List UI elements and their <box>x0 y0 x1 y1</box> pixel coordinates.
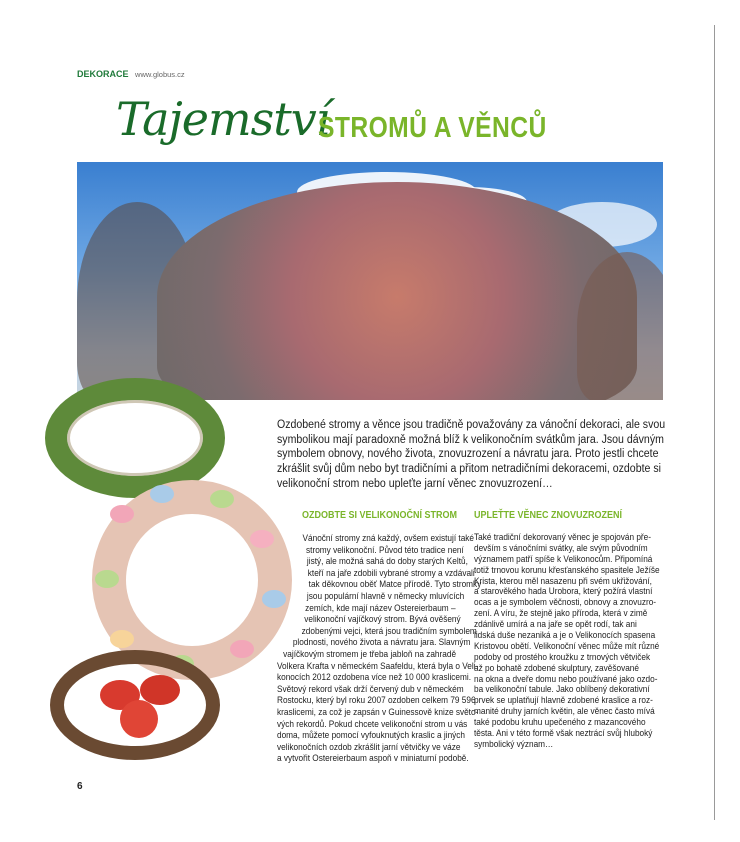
text-line: velikonočních ozdob zkrášlit jarní větvičky ve váze <box>277 740 461 752</box>
section-header <box>77 69 185 79</box>
column-heading-tree: OZDOBTE SI VELIKONOČNÍ STROM <box>302 510 458 521</box>
text-line: podoby od prostého kroužku z trnových větviček <box>474 650 651 662</box>
easter-egg-decoration <box>110 505 134 523</box>
column-tree-text <box>277 532 481 764</box>
text-line: kraslicemi, za což je zapsán v Guinessově knize světo- <box>277 705 479 717</box>
text-line: plodnosti, nového života a návratu jara. Slavným <box>292 636 471 648</box>
text-line: Vánoční stromy zná každý, ovšem existují také <box>302 532 475 543</box>
text-line: totiž trnovou korunu křesťanského spasitele Ježíše <box>474 563 660 575</box>
section-label: DEKORACE <box>77 69 129 79</box>
text-line: doma, můžete pomocí vyfouknutých kraslic a jiných <box>277 729 466 741</box>
text-line: symbolický význam… <box>474 737 554 749</box>
text-line: na okna a dveře domu nebo používané jako ozdo- <box>474 672 658 684</box>
text-line: prvek se uplatňují hlavně zdobené kraslice a roz- <box>474 694 653 706</box>
photo-detail <box>577 252 663 400</box>
text-line: velikonoční vajíčkový strom. Bývá ověšený <box>304 613 461 625</box>
text-line: Rostocku, který byl roku 2007 ozdoben celkem 79 596 <box>277 694 476 706</box>
title-script: Tajemství <box>116 92 330 146</box>
easter-egg-decoration <box>110 630 134 648</box>
text-line: zemích, kde mají název Ostereierbaum – <box>305 601 456 613</box>
text-line: těsta. Ani v této formě však neztrácí svůj hluboký <box>474 727 653 739</box>
page-edge-rule <box>714 25 715 820</box>
page-title: STROMŮ A VĚNCŮ <box>318 112 547 144</box>
text-line: a starověkého hada Urobora, který požírá vlastní <box>474 585 653 597</box>
text-line: Volkera Krafta v německém Saafeldu, která byla o Veli- <box>277 659 479 671</box>
text-line: zení. A víru, že stejně jako příroda, která v zimě <box>474 607 648 619</box>
text-line: Také tradiční dekorovaný věnec je spojován pře- <box>474 531 652 542</box>
intro-paragraph: Ozdobené stromy a věnce jsou tradičně považovány za vánoční dekoraci, ale svou symbolikou mají paradoxně možná blíž k velikonočním svátkům jara. Jsou dávným symbolem obnovy, nového života, znovuzrození a návratu jara. Proto jestli chcete zkrášlit svůj dům nebo byt tradičními a přitom netradičními dekoracemi, ozdobte si velikonoční strom nebo upleťte jarní věnec znovuzrození… <box>277 419 666 490</box>
site-url: www.globus.cz <box>135 70 185 79</box>
easter-egg-decoration <box>95 570 119 588</box>
text-line: kteří na jaře zdobili vybrané stromy a vzdávali <box>307 566 475 578</box>
text-line: vých rekordů. Pokud chcete velikonoční strom u vás <box>277 717 468 729</box>
text-line: zdánlivě umírá a na jaře se opět rodí, tak ani <box>474 618 637 630</box>
text-line: také podobu kruhu upečeného z mazancového <box>474 716 646 728</box>
text-line: manité druhy jarních květin, ale věnec často mívá <box>474 705 655 717</box>
page-number: 6 <box>77 781 83 792</box>
text-line: a vytvořit Ostereierbaum aspoň v miniaturní podobě. <box>277 752 469 764</box>
text-line: konocích 2012 ozdobena více než 10 000 kraslicemi. <box>277 671 471 683</box>
text-line: Krista, kterou měl nasazenu při svém ukřižování, <box>474 574 652 586</box>
easter-egg-tree-photo <box>77 162 663 400</box>
text-line: lidská duše nezaniká a je o Velikonocích spasena <box>474 629 656 641</box>
text-line: až po bohatě zdobené skulptury, zavěšované <box>474 661 639 673</box>
easter-egg-decoration <box>250 530 274 548</box>
easter-egg-decoration <box>120 700 158 738</box>
text-line: jistý, ale možná sahá do doby starých Keltů, <box>306 555 468 567</box>
text-line: vajíčkovým stromem je třeba jabloň na zahradě <box>283 647 457 659</box>
text-line: ocas a je symbolem věčnosti, obnovy a znovuzro- <box>474 596 657 608</box>
easter-egg-decoration <box>210 490 234 508</box>
text-line: stromy velikonoční. Původ této tradice není <box>306 543 464 555</box>
text-line: Světový rekord však drží červený dub v německém <box>277 682 464 694</box>
text-line: významem patří spíše k Velikonocům. Připomíná <box>474 552 653 564</box>
easter-egg-decoration <box>150 485 174 503</box>
photo-detail <box>157 182 637 400</box>
text-line: zdobenými vejci, která jsou tradičním symbolem <box>301 624 477 636</box>
text-line: Kristovou obětí. Velikonoční věnec může mít různé <box>474 639 660 651</box>
text-line: jsou populární hlavně v německy mluvících <box>306 589 465 601</box>
easter-egg-decoration <box>230 640 254 658</box>
text-line: ba velikonoční tabule. Jako oblíbený dekorativní <box>474 683 650 695</box>
text-line: tak děkovnou oběť Matce přírodě. Tyto stromky <box>308 578 482 590</box>
text-line: devším s vánočními svátky, ale svým původním <box>474 541 648 553</box>
column-wreath-text <box>474 532 660 750</box>
column-heading-wreath: UPLEŤTE VĚNEC ZNOVUZROZENÍ <box>474 510 623 521</box>
